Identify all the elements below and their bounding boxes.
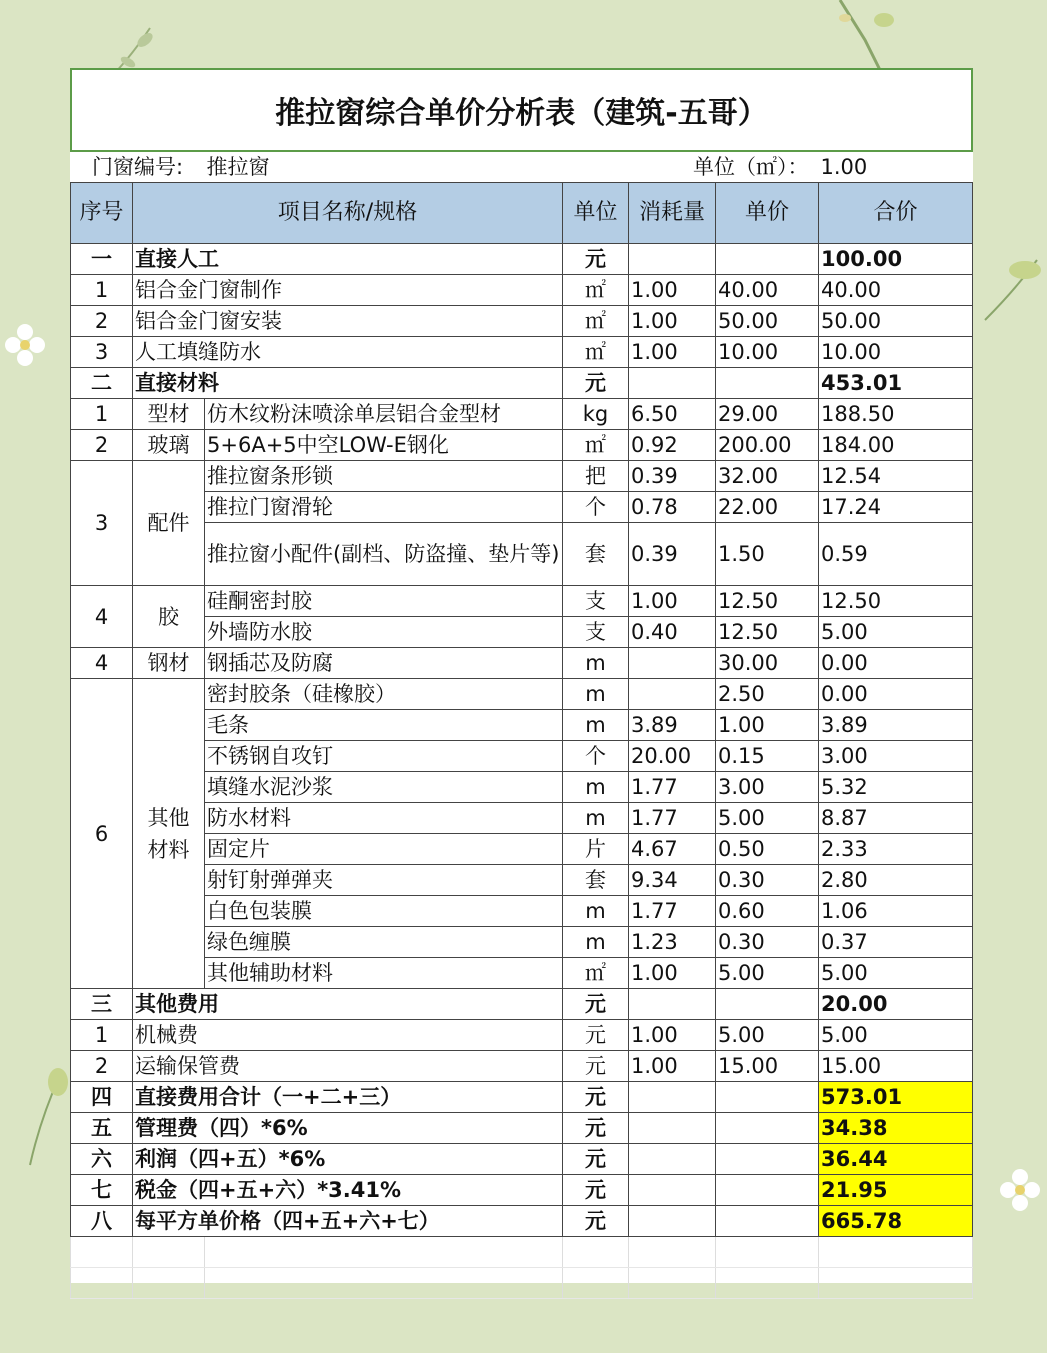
- table-row: [71, 865, 973, 896]
- row-price[interactable]: 1.00: [716, 710, 819, 741]
- row-unit[interactable]: ㎡: [563, 337, 629, 368]
- row-price[interactable]: 5.00: [716, 958, 819, 989]
- row-total[interactable]: 184.00: [819, 430, 973, 461]
- flower-icon: [0, 320, 50, 370]
- summary-seq: 八: [71, 1206, 133, 1237]
- row-unit[interactable]: 支: [563, 586, 629, 617]
- row-category: 配件: [133, 461, 205, 586]
- row-price[interactable]: 0.50: [716, 834, 819, 865]
- row-total[interactable]: 188.50: [819, 399, 973, 430]
- row-price[interactable]: 30.00: [716, 648, 819, 679]
- row-unit[interactable]: ㎡: [563, 306, 629, 337]
- row-qty[interactable]: 0.39: [629, 461, 716, 492]
- table-row: [71, 461, 973, 492]
- table-row: [71, 617, 973, 648]
- branch-icon: [820, 0, 910, 70]
- row-category: 钢材: [133, 648, 205, 679]
- row-qty[interactable]: 1.00: [629, 958, 716, 989]
- table-row: [71, 1020, 973, 1051]
- table-row: [71, 896, 973, 927]
- summary-row: [71, 1175, 973, 1206]
- code-value[interactable]: 推拉窗: [205, 152, 563, 183]
- row-unit[interactable]: m: [563, 803, 629, 834]
- table-row: [71, 523, 973, 586]
- summary-row: [71, 1113, 973, 1144]
- row-qty[interactable]: 0.40: [629, 617, 716, 648]
- row-name[interactable]: 不锈钢自攻钉: [205, 741, 563, 772]
- table-row: [71, 648, 973, 679]
- row-seq: 1: [71, 399, 133, 430]
- row-seq: 6: [71, 679, 133, 989]
- row-category: [133, 679, 205, 989]
- row-total[interactable]: 5.00: [819, 1020, 973, 1051]
- section-seq: 三: [71, 989, 133, 1020]
- row-name[interactable]: 其他辅助材料: [205, 958, 563, 989]
- table-row: [71, 337, 973, 368]
- row-name[interactable]: 密封胶条（硅橡胶）: [205, 679, 563, 710]
- header-name: 项目名称/规格: [133, 183, 563, 244]
- row-seq: 1: [71, 275, 133, 306]
- unit-label: 单位（㎡）：: [563, 152, 819, 183]
- row-price[interactable]: 10.00: [716, 337, 819, 368]
- row-qty[interactable]: 1.00: [629, 306, 716, 337]
- row-unit[interactable]: m: [563, 896, 629, 927]
- section-name: 直接材料: [133, 368, 563, 399]
- row-total[interactable]: 12.54: [819, 461, 973, 492]
- row-qty[interactable]: 1.77: [629, 803, 716, 834]
- row-price[interactable]: 40.00: [716, 275, 819, 306]
- row-name[interactable]: 射钉射弹弹夹: [205, 865, 563, 896]
- row-total[interactable]: 5.00: [819, 617, 973, 648]
- summary-seq: 七: [71, 1175, 133, 1206]
- row-unit[interactable]: m: [563, 772, 629, 803]
- row-seq: 2: [71, 430, 133, 461]
- empty-row: [71, 1237, 973, 1268]
- section-total[interactable]: 100.00: [819, 244, 973, 275]
- section-row: [71, 244, 973, 275]
- row-seq: 2: [71, 306, 133, 337]
- row-seq: 3: [71, 461, 133, 586]
- row-name[interactable]: 固定片: [205, 834, 563, 865]
- unit-value[interactable]: 1.00: [819, 152, 973, 183]
- header-seq: 序号: [71, 183, 133, 244]
- code-label: 门窗编号:: [71, 152, 205, 183]
- row-name[interactable]: 防水材料: [205, 803, 563, 834]
- row-price[interactable]: 32.00: [716, 461, 819, 492]
- row-price[interactable]: 50.00: [716, 306, 819, 337]
- row-total[interactable]: 0.37: [819, 927, 973, 958]
- row-qty[interactable]: 9.34: [629, 865, 716, 896]
- section-name: 直接人工: [133, 244, 563, 275]
- table-row: [71, 927, 973, 958]
- summary-total[interactable]: 21.95: [819, 1175, 973, 1206]
- row-name[interactable]: 外墙防水胶: [205, 617, 563, 648]
- leaf-branch-icon: [20, 1060, 70, 1170]
- summary-total[interactable]: 36.44: [819, 1144, 973, 1175]
- category-line: 材料: [147, 837, 190, 862]
- row-seq: 4: [71, 648, 133, 679]
- row-unit[interactable]: 支: [563, 617, 629, 648]
- row-unit[interactable]: m: [563, 710, 629, 741]
- section-total[interactable]: 453.01: [819, 368, 973, 399]
- summary-name: 税金（四+五+六）*3.41%: [133, 1175, 563, 1206]
- row-qty[interactable]: 0.39: [629, 523, 716, 586]
- table-row: [71, 306, 973, 337]
- section-seq: 二: [71, 368, 133, 399]
- row-name[interactable]: 推拉窗条形锁: [205, 461, 563, 492]
- row-total[interactable]: 3.89: [819, 710, 973, 741]
- row-price[interactable]: 1.50: [716, 523, 819, 586]
- section-unit: 元: [563, 368, 629, 399]
- row-unit[interactable]: m: [563, 648, 629, 679]
- row-price[interactable]: 22.00: [716, 492, 819, 523]
- row-qty[interactable]: 3.89: [629, 710, 716, 741]
- section-unit: 元: [563, 989, 629, 1020]
- row-qty[interactable]: 1.00: [629, 337, 716, 368]
- table-row: [71, 679, 973, 710]
- row-price[interactable]: 5.00: [716, 1020, 819, 1051]
- row-name[interactable]: 铝合金门窗制作: [133, 275, 563, 306]
- sheet-title: 推拉窗综合单价分析表（建筑-五哥）: [70, 68, 973, 152]
- row-price[interactable]: 3.00: [716, 772, 819, 803]
- table-row: [71, 834, 973, 865]
- header-qty: 消耗量: [629, 183, 716, 244]
- row-name[interactable]: 硅酮密封胶: [205, 586, 563, 617]
- row-total[interactable]: 8.87: [819, 803, 973, 834]
- row-name[interactable]: 毛条: [205, 710, 563, 741]
- row-price[interactable]: 15.00: [716, 1051, 819, 1082]
- row-qty[interactable]: 1.00: [629, 275, 716, 306]
- summary-name: 直接费用合计（一+二+三）: [133, 1082, 563, 1113]
- row-unit[interactable]: 片: [563, 834, 629, 865]
- section-total[interactable]: 20.00: [819, 989, 973, 1020]
- row-price[interactable]: 0.60: [716, 896, 819, 927]
- header-price: 单价: [716, 183, 819, 244]
- row-price[interactable]: 2.50: [716, 679, 819, 710]
- row-name[interactable]: 推拉窗小配件(副档、防盗撞、垫片等): [205, 523, 563, 586]
- row-name[interactable]: 绿色缠膜: [205, 927, 563, 958]
- row-category: 型材: [133, 399, 205, 430]
- row-name[interactable]: 白色包装膜: [205, 896, 563, 927]
- summary-total[interactable]: 34.38: [819, 1113, 973, 1144]
- row-name[interactable]: 推拉门窗滑轮: [205, 492, 563, 523]
- row-price[interactable]: 5.00: [716, 803, 819, 834]
- table-row: [71, 430, 973, 461]
- row-price[interactable]: 29.00: [716, 399, 819, 430]
- row-total[interactable]: 1.06: [819, 896, 973, 927]
- row-total[interactable]: 15.00: [819, 1051, 973, 1082]
- table-row: [71, 1051, 973, 1082]
- row-unit[interactable]: ㎡: [563, 430, 629, 461]
- row-total[interactable]: 12.50: [819, 586, 973, 617]
- row-unit[interactable]: m: [563, 679, 629, 710]
- summary-seq: 五: [71, 1113, 133, 1144]
- table-row: [71, 710, 973, 741]
- summary-total[interactable]: 573.01: [819, 1082, 973, 1113]
- row-qty[interactable]: 20.00: [629, 741, 716, 772]
- table-row: [71, 772, 973, 803]
- row-price[interactable]: 200.00: [716, 430, 819, 461]
- row-seq: 4: [71, 586, 133, 648]
- row-qty[interactable]: 4.67: [629, 834, 716, 865]
- table-row: [71, 275, 973, 306]
- row-qty[interactable]: [629, 648, 716, 679]
- row-total[interactable]: 40.00: [819, 275, 973, 306]
- row-seq: 1: [71, 1020, 133, 1051]
- summary-unit: 元: [563, 1113, 629, 1144]
- row-qty[interactable]: 1.23: [629, 927, 716, 958]
- row-total[interactable]: 0.00: [819, 679, 973, 710]
- spreadsheet: [70, 68, 973, 1283]
- row-unit[interactable]: 把: [563, 461, 629, 492]
- header-row: [71, 183, 973, 244]
- row-unit[interactable]: 元: [563, 1020, 629, 1051]
- summary-name: 管理费（四）*6%: [133, 1113, 563, 1144]
- row-qty[interactable]: 6.50: [629, 399, 716, 430]
- row-unit[interactable]: ㎡: [563, 958, 629, 989]
- row-qty[interactable]: 0.92: [629, 430, 716, 461]
- row-unit[interactable]: 套: [563, 865, 629, 896]
- table-row: [71, 399, 973, 430]
- category-line: 其他: [147, 805, 190, 830]
- table-row: [71, 958, 973, 989]
- summary-unit: 元: [563, 1175, 629, 1206]
- row-total[interactable]: 17.24: [819, 492, 973, 523]
- row-unit[interactable]: m: [563, 927, 629, 958]
- summary-total[interactable]: 665.78: [819, 1206, 973, 1237]
- header-total: 合价: [819, 183, 973, 244]
- row-qty[interactable]: 1.00: [629, 1020, 716, 1051]
- row-price[interactable]: 12.50: [716, 586, 819, 617]
- summary-row: [71, 1206, 973, 1237]
- row-name[interactable]: 钢插芯及防腐: [205, 648, 563, 679]
- row-unit[interactable]: 元: [563, 1051, 629, 1082]
- summary-seq: 四: [71, 1082, 133, 1113]
- row-unit[interactable]: ㎡: [563, 275, 629, 306]
- row-total[interactable]: 2.33: [819, 834, 973, 865]
- header-unit: 单位: [563, 183, 629, 244]
- row-qty[interactable]: 1.00: [629, 1051, 716, 1082]
- row-total[interactable]: 0.59: [819, 523, 973, 586]
- row-qty[interactable]: 0.78: [629, 492, 716, 523]
- row-name[interactable]: 5+6A+5中空LOW-E钢化: [205, 430, 563, 461]
- table-row: [71, 741, 973, 772]
- summary-name: 每平方单价格（四+五+六+七）: [133, 1206, 563, 1237]
- row-total[interactable]: 0.00: [819, 648, 973, 679]
- row-price[interactable]: 0.30: [716, 865, 819, 896]
- row-name[interactable]: 机械费: [133, 1020, 563, 1051]
- row-total[interactable]: 10.00: [819, 337, 973, 368]
- summary-unit: 元: [563, 1206, 629, 1237]
- info-row: [71, 152, 973, 183]
- row-category: 玻璃: [133, 430, 205, 461]
- row-qty[interactable]: [629, 679, 716, 710]
- table-row: [71, 586, 973, 617]
- summary-name: 利润（四+五）*6%: [133, 1144, 563, 1175]
- row-unit[interactable]: 个: [563, 492, 629, 523]
- row-total[interactable]: 5.00: [819, 958, 973, 989]
- leaf-branch-icon: [975, 240, 1047, 330]
- row-total[interactable]: 5.32: [819, 772, 973, 803]
- summary-row: [71, 1144, 973, 1175]
- row-name[interactable]: 仿木纹粉沫喷涂单层铝合金型材: [205, 399, 563, 430]
- row-price[interactable]: 0.15: [716, 741, 819, 772]
- row-total[interactable]: 3.00: [819, 741, 973, 772]
- section-name: 其他费用: [133, 989, 563, 1020]
- row-seq: 3: [71, 337, 133, 368]
- row-name[interactable]: 运输保管费: [133, 1051, 563, 1082]
- row-category: 胶: [133, 586, 205, 648]
- summary-unit: 元: [563, 1144, 629, 1175]
- row-unit[interactable]: kg: [563, 399, 629, 430]
- row-qty[interactable]: 1.00: [629, 586, 716, 617]
- row-qty[interactable]: 1.77: [629, 896, 716, 927]
- row-name[interactable]: 人工填缝防水: [133, 337, 563, 368]
- row-total[interactable]: 50.00: [819, 306, 973, 337]
- row-name[interactable]: 铝合金门窗安装: [133, 306, 563, 337]
- section-row: [71, 989, 973, 1020]
- section-row: [71, 368, 973, 399]
- price-analysis-table: [70, 152, 973, 1299]
- row-price[interactable]: 0.30: [716, 927, 819, 958]
- summary-unit: 元: [563, 1082, 629, 1113]
- table-row: [71, 803, 973, 834]
- row-seq: 2: [71, 1051, 133, 1082]
- flower-icon: [995, 1165, 1045, 1215]
- section-unit: 元: [563, 244, 629, 275]
- summary-row: [71, 1082, 973, 1113]
- row-unit[interactable]: 套: [563, 523, 629, 586]
- table-row: [71, 492, 973, 523]
- row-total[interactable]: 2.80: [819, 865, 973, 896]
- row-price[interactable]: 12.50: [716, 617, 819, 648]
- section-seq: 一: [71, 244, 133, 275]
- row-qty[interactable]: 1.77: [629, 772, 716, 803]
- empty-row: [71, 1268, 973, 1299]
- summary-seq: 六: [71, 1144, 133, 1175]
- row-unit[interactable]: 个: [563, 741, 629, 772]
- row-name[interactable]: 填缝水泥沙浆: [205, 772, 563, 803]
